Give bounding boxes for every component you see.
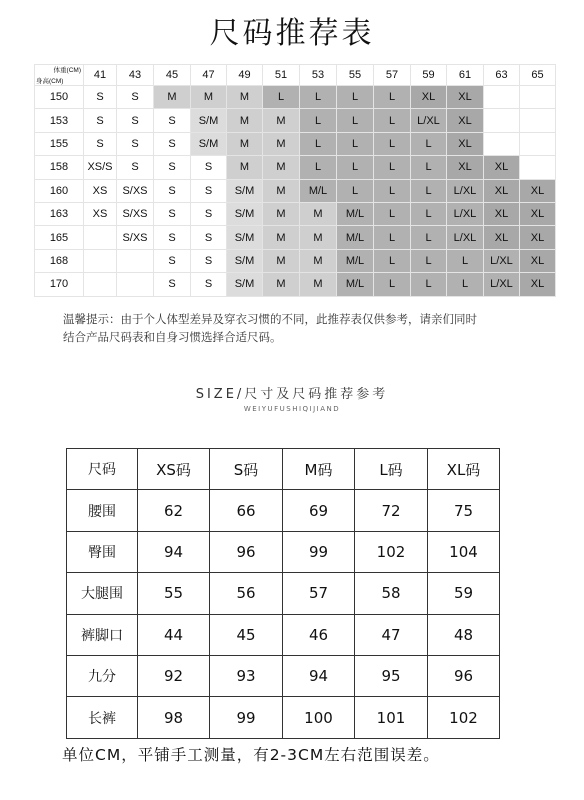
size-cell: L: [411, 202, 447, 225]
size-cell: XL: [484, 156, 520, 179]
size-cell: [520, 132, 556, 155]
size-cell: S/XS: [117, 202, 154, 225]
size-cell: S: [191, 226, 227, 249]
size-cell: S: [154, 132, 191, 155]
size-table-header: M码: [283, 449, 355, 490]
measurement-label: 裤脚口: [67, 614, 138, 655]
size-cell: XL: [447, 86, 484, 109]
size-cell: S/M: [227, 273, 263, 296]
measurement-value: 95: [355, 655, 428, 696]
size-cell: S: [117, 156, 154, 179]
size-cell: M: [300, 273, 337, 296]
weight-header: 65: [520, 65, 556, 86]
measurement-value: 96: [210, 531, 283, 572]
size-cell: M: [300, 226, 337, 249]
grid-row: [35, 109, 556, 132]
size-cell: L: [263, 86, 300, 109]
size-cell: M: [300, 202, 337, 225]
corner-height-label: 身高(CM): [36, 78, 64, 85]
size-tip-note: [63, 310, 533, 346]
measurement-footnote: 单位CM，平铺手工测量，有2-3CM左右范围误差。: [62, 746, 440, 764]
measurement-label: 长裤: [67, 697, 138, 738]
size-cell: S: [154, 249, 191, 272]
measurement-value: 94: [283, 655, 355, 696]
size-cell: S/M: [227, 226, 263, 249]
height-label: 168: [35, 249, 84, 272]
size-cell: L: [374, 86, 411, 109]
size-cell: S/M: [191, 109, 227, 132]
measurement-value: 56: [210, 573, 283, 614]
weight-header: 43: [117, 65, 154, 86]
size-cell: [84, 273, 117, 296]
size-cell: S/M: [227, 179, 263, 202]
size-cell: M: [263, 156, 300, 179]
measurement-value: 94: [138, 531, 210, 572]
size-cell: S/M: [227, 249, 263, 272]
size-cell: [117, 273, 154, 296]
height-label: 170: [35, 273, 84, 296]
measurement-value: 47: [355, 614, 428, 655]
size-cell: M/L: [337, 273, 374, 296]
height-label: 150: [35, 86, 84, 109]
weight-header: 57: [374, 65, 411, 86]
size-cell: M/L: [337, 202, 374, 225]
measurement-value: 46: [283, 614, 355, 655]
size-cell: M: [227, 86, 263, 109]
size-cell: L: [374, 202, 411, 225]
size-cell: S: [191, 202, 227, 225]
size-cell: S: [191, 273, 227, 296]
size-cell: L: [411, 132, 447, 155]
size-cell: L/XL: [411, 109, 447, 132]
size-cell: M: [300, 249, 337, 272]
size-cell: XL: [411, 86, 447, 109]
height-label: 153: [35, 109, 84, 132]
size-cell: M: [263, 109, 300, 132]
grid-row: [35, 249, 556, 272]
measurement-value: 93: [210, 655, 283, 696]
size-cell: L: [374, 273, 411, 296]
note-line-2: 结合产品尺码表和自身习惯选择合适尺码。: [63, 330, 282, 344]
size-cell: L: [411, 156, 447, 179]
size-table-header: XL码: [428, 449, 500, 490]
size-cell: S: [117, 86, 154, 109]
size-cell: M/L: [300, 179, 337, 202]
size-cell: L: [374, 249, 411, 272]
measurement-value: 75: [428, 490, 500, 531]
size-cell: L: [411, 179, 447, 202]
measurement-value: 92: [138, 655, 210, 696]
grid-row: [35, 202, 556, 225]
size-cell: M/L: [337, 249, 374, 272]
size-cell: S/XS: [117, 226, 154, 249]
size-table-header: L码: [355, 449, 428, 490]
size-cell: L: [411, 249, 447, 272]
size-cell: S: [154, 273, 191, 296]
grid-row: [35, 179, 556, 202]
size-cell: [520, 156, 556, 179]
page-title: 尺码推荐表: [209, 16, 375, 51]
weight-header: 61: [447, 65, 484, 86]
size-cell: [84, 249, 117, 272]
size-cell: M: [263, 273, 300, 296]
measurement-label: 腰围: [67, 490, 138, 531]
height-label: 165: [35, 226, 84, 249]
size-cell: XL: [484, 226, 520, 249]
size-cell: XL: [520, 249, 556, 272]
size-table-row: [67, 614, 500, 655]
size-section-subtitle: WEIYUFUSHIQIJIAND: [243, 405, 341, 413]
grid-row: [35, 273, 556, 296]
measurement-value: 44: [138, 614, 210, 655]
size-table-header: 尺码: [67, 449, 138, 490]
size-cell: XL: [520, 202, 556, 225]
measurement-value: 45: [210, 614, 283, 655]
size-cell: M: [227, 132, 263, 155]
size-table-header-row: [67, 449, 500, 490]
size-section-title: SIZE/尺寸及尺码推荐参考: [195, 387, 389, 402]
weight-header: 59: [411, 65, 447, 86]
size-cell: L: [337, 156, 374, 179]
size-cell: L: [411, 226, 447, 249]
grid-row: [35, 226, 556, 249]
measurement-value: 55: [138, 573, 210, 614]
size-cell: S/XS: [117, 179, 154, 202]
size-cell: [484, 132, 520, 155]
size-cell: L/XL: [484, 273, 520, 296]
size-cell: L/XL: [447, 226, 484, 249]
size-cell: L: [374, 179, 411, 202]
size-table-row: [67, 531, 500, 572]
size-cell: L/XL: [447, 202, 484, 225]
size-cell: M: [263, 249, 300, 272]
size-cell: XL: [447, 132, 484, 155]
measurement-value: 72: [355, 490, 428, 531]
weight-header: 51: [263, 65, 300, 86]
size-cell: XL: [520, 179, 556, 202]
size-cell: M: [263, 132, 300, 155]
size-cell: L: [300, 156, 337, 179]
size-cell: S: [154, 156, 191, 179]
size-cell: M: [263, 226, 300, 249]
size-cell: [84, 226, 117, 249]
size-cell: L: [374, 226, 411, 249]
size-cell: [484, 86, 520, 109]
measurement-value: 66: [210, 490, 283, 531]
size-cell: L/XL: [484, 249, 520, 272]
weight-header: 49: [227, 65, 263, 86]
size-cell: S: [84, 109, 117, 132]
size-cell: L: [374, 132, 411, 155]
size-cell: XS: [84, 202, 117, 225]
size-cell: M: [227, 109, 263, 132]
measurement-label: 九分: [67, 655, 138, 696]
size-cell: L: [300, 109, 337, 132]
size-table-header: XS码: [138, 449, 210, 490]
height-label: 155: [35, 132, 84, 155]
grid-corner-header: [35, 65, 84, 86]
height-label: 158: [35, 156, 84, 179]
size-cell: M: [263, 179, 300, 202]
measurement-value: 57: [283, 573, 355, 614]
measurement-value: 99: [283, 531, 355, 572]
weight-header: 55: [337, 65, 374, 86]
size-table-header: S码: [210, 449, 283, 490]
measurement-value: 59: [428, 573, 500, 614]
measurement-value: 98: [138, 697, 210, 738]
size-cell: L: [337, 86, 374, 109]
size-cell: XL: [484, 179, 520, 202]
size-cell: M/L: [337, 226, 374, 249]
weight-header: 47: [191, 65, 227, 86]
measurement-value: 102: [355, 531, 428, 572]
measurement-value: 100: [283, 697, 355, 738]
size-cell: L/XL: [447, 179, 484, 202]
size-cell: S: [117, 109, 154, 132]
size-cell: L: [337, 132, 374, 155]
size-cell: S: [117, 132, 154, 155]
measurement-value: 69: [283, 490, 355, 531]
size-cell: L: [300, 86, 337, 109]
size-cell: L: [337, 179, 374, 202]
size-cell: S: [191, 249, 227, 272]
size-cell: XL: [484, 202, 520, 225]
size-table-row: [67, 697, 500, 738]
size-cell: S: [84, 86, 117, 109]
size-cell: XS: [84, 179, 117, 202]
grid-row: [35, 132, 556, 155]
size-cell: L: [374, 109, 411, 132]
grid-row: [35, 156, 556, 179]
size-cell: M: [154, 86, 191, 109]
measurement-value: 102: [428, 697, 500, 738]
grid-row: [35, 86, 556, 109]
weight-header: 41: [84, 65, 117, 86]
size-table-row: [67, 573, 500, 614]
measurement-value: 101: [355, 697, 428, 738]
size-cell: M: [263, 202, 300, 225]
size-table-row: [67, 655, 500, 696]
size-cell: [117, 249, 154, 272]
size-table-row: [67, 490, 500, 531]
size-cell: L: [411, 273, 447, 296]
measurement-value: 104: [428, 531, 500, 572]
weight-header: 45: [154, 65, 191, 86]
note-line-1: 温馨提示：由于个人体型差异及穿衣习惯的不同，此推荐表仅供参考，请亲们同时: [63, 312, 477, 326]
corner-weight-label: 体重(CM): [53, 67, 81, 74]
size-cell: L: [337, 109, 374, 132]
size-cell: [484, 109, 520, 132]
size-cell: S: [154, 109, 191, 132]
size-recommendation-grid: [34, 64, 556, 297]
size-cell: L: [374, 156, 411, 179]
size-measurement-table: [66, 448, 500, 739]
measurement-value: 48: [428, 614, 500, 655]
size-cell: XL: [520, 226, 556, 249]
size-cell: XL: [447, 109, 484, 132]
size-cell: L: [447, 273, 484, 296]
measurement-value: 96: [428, 655, 500, 696]
size-cell: [520, 109, 556, 132]
measurement-label: 臀围: [67, 531, 138, 572]
size-cell: S/M: [227, 202, 263, 225]
size-cell: L: [447, 249, 484, 272]
height-label: 163: [35, 202, 84, 225]
weight-header: 63: [484, 65, 520, 86]
height-label: 160: [35, 179, 84, 202]
size-cell: S: [84, 132, 117, 155]
size-cell: XS/S: [84, 156, 117, 179]
measurement-value: 99: [210, 697, 283, 738]
size-cell: S: [191, 179, 227, 202]
size-cell: S: [154, 226, 191, 249]
size-cell: L: [300, 132, 337, 155]
measurement-value: 62: [138, 490, 210, 531]
size-cell: M: [191, 86, 227, 109]
weight-header: 53: [300, 65, 337, 86]
size-cell: S/M: [191, 132, 227, 155]
size-cell: S: [154, 202, 191, 225]
size-cell: XL: [447, 156, 484, 179]
measurement-label: 大腿围: [67, 573, 138, 614]
size-cell: S: [191, 156, 227, 179]
size-cell: XL: [520, 273, 556, 296]
measurement-value: 58: [355, 573, 428, 614]
size-cell: M: [227, 156, 263, 179]
size-cell: S: [154, 179, 191, 202]
size-cell: [520, 86, 556, 109]
